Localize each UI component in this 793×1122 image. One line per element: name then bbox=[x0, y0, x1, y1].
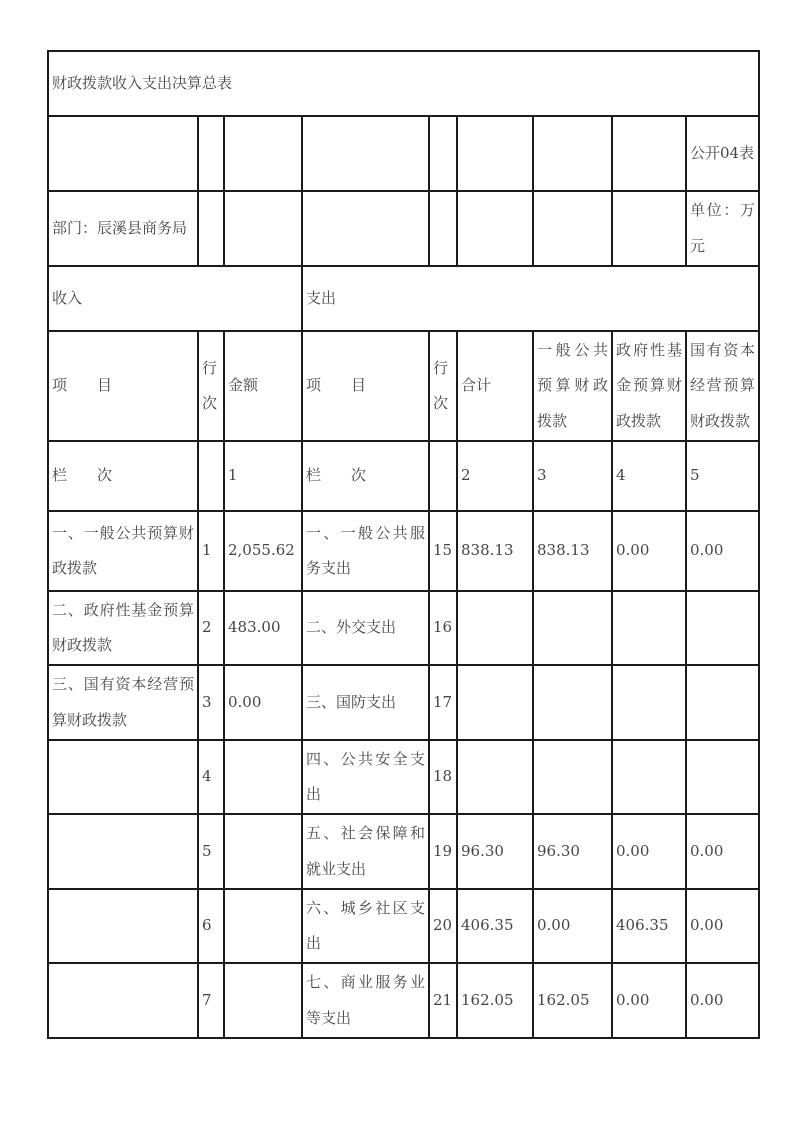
exp-capital-cell: 0.00 bbox=[686, 511, 759, 591]
exp-fund-cell bbox=[612, 591, 686, 666]
expenditure-section-header: 支出 bbox=[302, 266, 759, 331]
table-row bbox=[48, 740, 759, 815]
col-header-exp-line-no: 行次 bbox=[429, 331, 457, 441]
income-line-no-cell: 6 bbox=[198, 889, 224, 964]
income-amount-cell: 0.00 bbox=[224, 665, 302, 740]
exp-item-cell: 二、外交支出 bbox=[302, 591, 429, 666]
exp-fund-cell: 0.00 bbox=[612, 814, 686, 889]
department-label: 部门：辰溪县商务局 bbox=[48, 191, 198, 266]
empty-cell bbox=[457, 191, 533, 266]
exp-general-cell bbox=[533, 591, 612, 666]
table-row bbox=[48, 963, 759, 1038]
table-row bbox=[48, 814, 759, 889]
col-header-income-item: 项 目 bbox=[48, 331, 198, 441]
income-amount-cell bbox=[224, 814, 302, 889]
income-amount-cell bbox=[224, 740, 302, 815]
exp-item-cell: 七、商业服务业等支出 bbox=[302, 963, 429, 1038]
col-header-income-line-no: 行次 bbox=[198, 331, 224, 441]
column-index-capital: 5 bbox=[686, 441, 759, 511]
table-row bbox=[48, 665, 759, 740]
empty-cell bbox=[533, 191, 612, 266]
empty-cell bbox=[612, 191, 686, 266]
column-index-amount: 1 bbox=[224, 441, 302, 511]
column-index-fund: 4 bbox=[612, 441, 686, 511]
empty-cell bbox=[302, 191, 429, 266]
exp-line-no-cell: 16 bbox=[429, 591, 457, 666]
empty-cell bbox=[429, 116, 457, 191]
income-line-no-cell: 4 bbox=[198, 740, 224, 815]
income-line-no-cell: 7 bbox=[198, 963, 224, 1038]
col-header-general-public-budget: 一般公共预算财政拨款 bbox=[533, 331, 612, 441]
exp-capital-cell: 0.00 bbox=[686, 814, 759, 889]
income-line-no-cell: 5 bbox=[198, 814, 224, 889]
empty-cell bbox=[198, 116, 224, 191]
income-line-no-cell: 1 bbox=[198, 511, 224, 591]
column-index-label-income: 栏 次 bbox=[48, 441, 198, 511]
income-item-cell bbox=[48, 814, 198, 889]
exp-fund-cell: 0.00 bbox=[612, 511, 686, 591]
exp-item-cell: 三、国防支出 bbox=[302, 665, 429, 740]
empty-cell bbox=[612, 116, 686, 191]
exp-total-cell bbox=[457, 740, 533, 815]
income-item-cell: 二、政府性基金预算财政拨款 bbox=[48, 591, 198, 666]
income-item-cell bbox=[48, 740, 198, 815]
income-line-no-cell: 2 bbox=[198, 591, 224, 666]
exp-fund-cell: 0.00 bbox=[612, 963, 686, 1038]
exp-total-cell bbox=[457, 591, 533, 666]
empty-cell bbox=[429, 441, 457, 511]
exp-capital-cell: 0.00 bbox=[686, 963, 759, 1038]
exp-general-cell bbox=[533, 740, 612, 815]
exp-general-cell: 96.30 bbox=[533, 814, 612, 889]
table-code: 公开04表 bbox=[686, 116, 759, 191]
exp-total-cell: 96.30 bbox=[457, 814, 533, 889]
column-index-label-exp: 栏 次 bbox=[302, 441, 429, 511]
table-row bbox=[48, 889, 759, 964]
exp-capital-cell bbox=[686, 665, 759, 740]
exp-total-cell: 406.35 bbox=[457, 889, 533, 964]
exp-general-cell bbox=[533, 665, 612, 740]
exp-line-no-cell: 15 bbox=[429, 511, 457, 591]
fiscal-appropriation-summary-table bbox=[47, 50, 760, 1039]
exp-line-no-cell: 19 bbox=[429, 814, 457, 889]
exp-line-no-cell: 20 bbox=[429, 889, 457, 964]
exp-capital-cell: 0.00 bbox=[686, 889, 759, 964]
income-item-cell: 三、国有资本经营预算财政拨款 bbox=[48, 665, 198, 740]
exp-general-cell: 838.13 bbox=[533, 511, 612, 591]
col-header-government-fund-budget: 政府性基金预算财政拨款 bbox=[612, 331, 686, 441]
income-amount-cell bbox=[224, 889, 302, 964]
empty-cell bbox=[224, 116, 302, 191]
exp-general-cell: 0.00 bbox=[533, 889, 612, 964]
col-header-total: 合计 bbox=[457, 331, 533, 441]
exp-fund-cell bbox=[612, 665, 686, 740]
income-amount-cell: 2,055.62 bbox=[224, 511, 302, 591]
income-section-header: 收入 bbox=[48, 266, 302, 331]
empty-cell bbox=[198, 441, 224, 511]
exp-capital-cell bbox=[686, 740, 759, 815]
exp-capital-cell bbox=[686, 591, 759, 666]
col-header-amount: 金额 bbox=[224, 331, 302, 441]
income-item-cell bbox=[48, 889, 198, 964]
exp-item-cell: 四、公共安全支出 bbox=[302, 740, 429, 815]
income-line-no-cell: 3 bbox=[198, 665, 224, 740]
exp-item-cell: 五、社会保障和就业支出 bbox=[302, 814, 429, 889]
table-row bbox=[48, 591, 759, 666]
income-item-cell bbox=[48, 963, 198, 1038]
col-header-state-capital-budget: 国有资本经营预算财政拨款 bbox=[686, 331, 759, 441]
exp-fund-cell: 406.35 bbox=[612, 889, 686, 964]
unit-label: 单位：万元 bbox=[686, 191, 759, 266]
empty-cell bbox=[198, 191, 224, 266]
income-item-cell: 一、一般公共预算财政拨款 bbox=[48, 511, 198, 591]
exp-total-cell: 162.05 bbox=[457, 963, 533, 1038]
empty-cell bbox=[48, 116, 198, 191]
exp-line-no-cell: 18 bbox=[429, 740, 457, 815]
empty-cell bbox=[429, 191, 457, 266]
empty-cell bbox=[533, 116, 612, 191]
page-title: 财政拨款收入支出决算总表 bbox=[48, 51, 759, 116]
exp-total-cell bbox=[457, 665, 533, 740]
exp-item-cell: 一、一般公共服务支出 bbox=[302, 511, 429, 591]
column-index-general: 3 bbox=[533, 441, 612, 511]
income-amount-cell bbox=[224, 963, 302, 1038]
exp-general-cell: 162.05 bbox=[533, 963, 612, 1038]
empty-cell bbox=[224, 191, 302, 266]
empty-cell bbox=[457, 116, 533, 191]
exp-item-cell: 六、城乡社区支出 bbox=[302, 889, 429, 964]
income-amount-cell: 483.00 bbox=[224, 591, 302, 666]
exp-line-no-cell: 17 bbox=[429, 665, 457, 740]
empty-cell bbox=[302, 116, 429, 191]
exp-line-no-cell: 21 bbox=[429, 963, 457, 1038]
table-row bbox=[48, 511, 759, 591]
exp-total-cell: 838.13 bbox=[457, 511, 533, 591]
exp-fund-cell bbox=[612, 740, 686, 815]
col-header-exp-item: 项 目 bbox=[302, 331, 429, 441]
column-index-total: 2 bbox=[457, 441, 533, 511]
